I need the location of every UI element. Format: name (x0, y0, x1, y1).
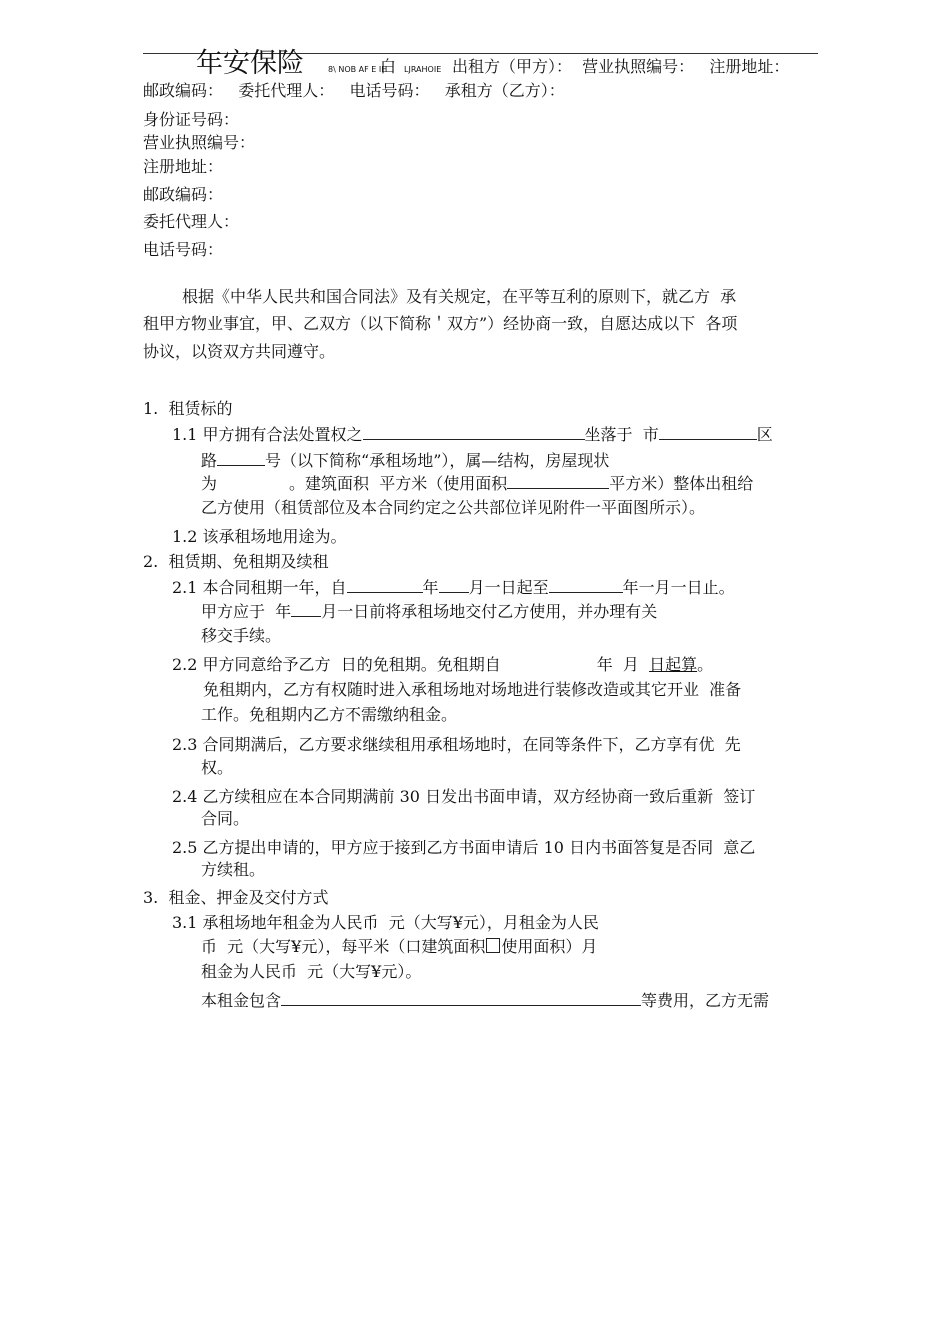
section-2-title: 2. 租赁期、免租期及续租 (143, 552, 329, 571)
clause-3-1-line-2: 币 元（大写¥元），每平米（口建筑面积 使用面积）月 (201, 937, 598, 956)
clause-2-2-line-1: 2.2 甲方同意给予乙方 日的免租期。免租期自 年 月 日起算。 (172, 655, 714, 674)
clause-2-3-line-1: 2.3 合同期满后，乙方要求继续租用承租场地时，在同等条件下，乙方享有优 先 (172, 735, 741, 754)
clause-2-3-line-2: 权。 (201, 758, 234, 777)
intro-line-2: 租甲方物业事宜，甲、乙双方（以下简称＇双方”）经协商一致，自愿达成以下 各项 (143, 314, 738, 333)
logo-tagline-2: LJRAHOIE (404, 65, 442, 74)
clause-2-5-line-2: 方续租。 (201, 860, 266, 879)
checkbox-icon (486, 938, 500, 953)
clause-3-1-line-1: 3.1 承租场地年租金为人民币 元（大写¥元），月租金为人民 (172, 913, 599, 932)
clause-2-1-line-2: 甲方应于 年 月一日前将承租场地交付乙方使用，并办理有关 (201, 602, 658, 621)
landlord-line: 出租方（甲方）： 营业执照编号： 注册地址： (452, 57, 790, 76)
header-mid: 白 (380, 57, 397, 76)
clause-2-2-line-3: 工作。免租期内乙方不需缴纳租金。 (201, 705, 458, 724)
tenant-phone: 电话号码： (143, 240, 224, 259)
tenant-agent: 委托代理人： (143, 212, 240, 231)
clause-2-2-line-2: 免租期内，乙方有权随时进入承租场地对场地进行装修改造或其它开业 准备 (203, 680, 742, 699)
clause-1-1-line-2: 路 号（以下简称“承租场地”），属—结构，房屋现状 (201, 451, 610, 470)
tenant-id: 身份证号码： (143, 110, 240, 129)
tenant-postcode: 邮政编码： (143, 185, 224, 204)
tenant-license: 营业执照编号： (143, 133, 256, 152)
clause-2-4-line-1: 2.4 乙方续租应在本合同期满前 30 日发出书面申请，双方经协商一致后重新 签订 (172, 787, 756, 806)
clause-3-1-line-3: 租金为人民币 元（大写¥元）。 (201, 962, 422, 981)
clause-1-1-line-1: 1.1 甲方拥有合法处置权之 坐落于 市 区 (172, 425, 773, 444)
section-1-title: 1. 租赁标的 (143, 399, 233, 418)
clause-2-5-line-1: 2.5 乙方提出申请的，甲方应于接到乙方书面申请后 10 日内书面答复是否同 意乙 (172, 838, 756, 857)
party-line: 邮政编码： 委托代理人： 电话号码： 承租方（乙方）： (143, 81, 565, 100)
intro-line-1: 根据《中华人民共和国合同法》及有关规定，在平等互利的原则下，就乙方 承 (182, 287, 737, 306)
company-logo: 年安保险 (196, 48, 304, 79)
logo-tagline: 8\ NOB AF E IH (328, 65, 388, 74)
clause-2-1-line-1: 2.1 本合同租期一年，自 年 月一日起至 年一月一日止。 (172, 578, 735, 597)
clause-1-1-line-4: 乙方使用（租赁部位及本合同约定之公共部位详见附件一平面图所示）。 (201, 498, 706, 517)
clause-1-1-line-3: 为 。建筑面积 平方米（使用面积 平方米）整体出租给 (201, 474, 754, 493)
clause-2-1-line-3: 移交手续。 (201, 626, 282, 645)
clause-2-4-line-2: 合同。 (201, 809, 250, 828)
clause-1-2: 1.2 该承租场地用途为。 (172, 527, 347, 546)
intro-line-3: 协议，以资双方共同遵守。 (143, 342, 336, 361)
clause-3-1-line-4: 本租金包含 等费用，乙方无需 (201, 991, 770, 1010)
tenant-address: 注册地址： (143, 157, 224, 176)
section-3-title: 3. 租金、押金及交付方式 (143, 888, 329, 907)
